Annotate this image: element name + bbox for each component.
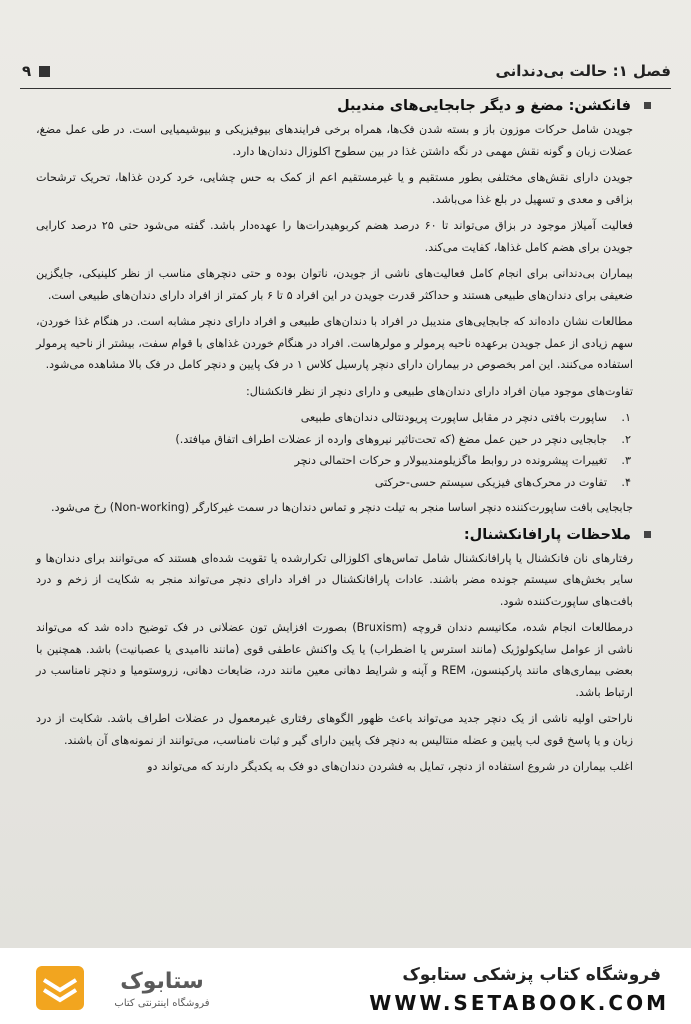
paragraph: رفتارهای نان فانکشنال یا پارافانکشنال شامل تماس‌های اکلوزالی تکرارشده یا تقویت شده‌ای هستند که می‌توانند برای دندان‌ها و سایر بخش‌های سیستم جونده مضر باشند. عادات پارافانکشنال در افراد دارای دنچر می‌تواند منجر به شکایت از زخم و درد بافت‌های ساپورت‌کننده شود. xyxy=(36,551,633,608)
list-number: ۴. xyxy=(621,475,631,489)
list-number: ۲. xyxy=(621,432,631,446)
list-text: جابجایی دنچر در حین عمل مضغ (که تحت‌تاثیر نیروهای وارده از عضلات اطراف اتفاق میافتد.) xyxy=(175,432,607,446)
store-name: فروشگاه کتاب پزشکی ستابوک xyxy=(402,965,661,985)
section-heading-parafunction xyxy=(36,525,633,545)
list-item xyxy=(36,429,631,451)
logo-subtitle: فروشگاه اینترنتی کتاب xyxy=(114,998,210,1009)
list-item xyxy=(36,407,631,429)
list-number: ۱. xyxy=(621,411,631,424)
website-link[interactable]: WWW.SETABOOK.COM xyxy=(369,991,669,1015)
paragraph: ناراحتی اولیه ناشی از یک دنچر جدید می‌تواند باعث ظهور الگوهای رفتاری غیرمعمول در عضلات اطراف باشد. شکایت از درد زبان و یا پاسخ قوی لب پایین و عضله منتالیس به دنچر فک پایین دارای گیر و ثبات نامناسب، می‌توانند از نمونه‌های آن باشند. xyxy=(36,712,633,747)
differences-list xyxy=(36,407,633,493)
logo-text: ستابوک xyxy=(120,969,204,994)
square-bullet-icon xyxy=(644,102,651,109)
paragraph: تفاوت‌های موجود میان افراد دارای دندان‌های طبیعی و دارای دنچر از نظر فانکشنال: xyxy=(245,384,633,398)
page-number: ۹ xyxy=(22,62,32,80)
paragraph: جابجایی بافت ساپورت‌کننده دنچر اساسا منجر به تیلت دنچر و تماس دندان‌ها در سمت غیرکارگر (Non-working) رخ می‌شود. xyxy=(51,501,633,514)
chapter-title: فصل ۱: حالت بی‌دندانی xyxy=(495,62,671,80)
paragraph: بیماران بی‌دندانی برای انجام کامل فعالیت‌های ناشی از جویدن، ناتوان بوده و حتی دنچرهای مناسب از نظر کلینیکی، جایگزین ضعیفی برای دندان‌های طبیعی هستند و حداکثر قدرت جویدن در این افراد ۵ تا ۶ بار کمتر از افراد دارای دندان‌های طبیعی است. xyxy=(36,267,633,302)
paragraph: مطالعات نشان داده‌اند که جابجایی‌های مندیبل در افراد با دندان‌های طبیعی و افراد دارای دنچر مشابه است. در هنگام غذا خوردن، سهم زیادی از عمل جویدن برعهده ناحیه پرمولر و مولرهاست. افراد در هنگام خوردن غذاهای با قوام سفت، بیشتر از ناحیه پرمولر استفاده می‌کنند. این امر بخصوص در بیماران دارای دنچر پارسیل کلاس ۱ در فک پایین و دنچر کامل در فک بالا مشاهده می‌شود. xyxy=(35,315,633,371)
paragraph: جویدن شامل حرکات موزون باز و بسته شدن فک‌ها، همراه برخی فرایندهای بیوفیزیکی و بیوشیمیایی است. در طی عمل مضغ، عضلات زبان و گونه نقش مهمی در نگه داشتن غذا در بین سطوح اکلوزال دندان‌ها دارد. xyxy=(36,123,633,158)
paragraph: جویدن دارای نقش‌های مختلفی بطور مستقیم و یا غیرمستقیم اعم از کمک به حس چشایی، خرد کردن غذاها، تحریک ترشحات بزاقی و معدی و تسهیل در بلع غذا می‌باشد. xyxy=(36,171,633,206)
paragraph: فعالیت آمیلاز موجود در بزاق می‌تواند تا ۶۰ درصد هضم کربوهیدرات‌ها را عهده‌دار باشد. گفته می‌شود حتی ۲۵ درصد کارایی جویدن برای هضم کامل غذاها، کفایت می‌کند. xyxy=(36,219,634,254)
store-footer xyxy=(0,948,691,1024)
section-heading-text: فانکشن: مضغ و دیگر جابجایی‌های مندیبل xyxy=(337,98,631,114)
section-heading-function xyxy=(36,96,633,116)
list-text: ساپورت بافتی دنچر در مقابل ساپورت پریودنتالی دندان‌های طبیعی xyxy=(300,411,607,424)
list-item xyxy=(36,450,631,472)
list-text: تفاوت در محرک‌های فیزیکی سیستم حسی-حرکتی xyxy=(374,475,607,489)
page-header xyxy=(20,60,671,89)
list-item xyxy=(36,472,631,494)
paragraph: درمطالعات انجام شده، مکانیسم دندان قروچه (Bruxism) بصورت افزایش تون عضلانی در فک توضیح داده شد که می‌تواند ناشی از عوامل سایکولوژیک (مانند استرس یا اضطراب) یا یک واکنش عاطفی قوی (مانند ناامیدی یا عصبانیت) باشد. همچنین با بعضی بیماری‌های مانند پارکینسون، REM و آپنه و شرایط دهانی معین مانند درد، ضایعات دهانی، زروستومیا و دنچر نامناسب در ارتباط باشد. xyxy=(36,621,633,699)
page-number-group xyxy=(22,62,50,80)
list-number: ۳. xyxy=(621,454,631,467)
list-text: تغییرات پیشرونده در روابط ماگزیلومندیبولار و حرکات احتمالی دنچر xyxy=(294,454,607,467)
square-bullet-icon xyxy=(644,531,651,538)
paragraph: اغلب بیماران در شروع استفاده از دنچر، تمایل به فشردن دندان‌های دو فک به یکدیگر دارند که می‌تواند دو xyxy=(147,760,633,773)
setabook-logo[interactable] xyxy=(34,962,234,1014)
section-heading-text: ملاحظات پارافانکشنال: xyxy=(463,526,631,543)
square-marker-icon xyxy=(39,66,50,77)
page-content xyxy=(36,96,633,783)
